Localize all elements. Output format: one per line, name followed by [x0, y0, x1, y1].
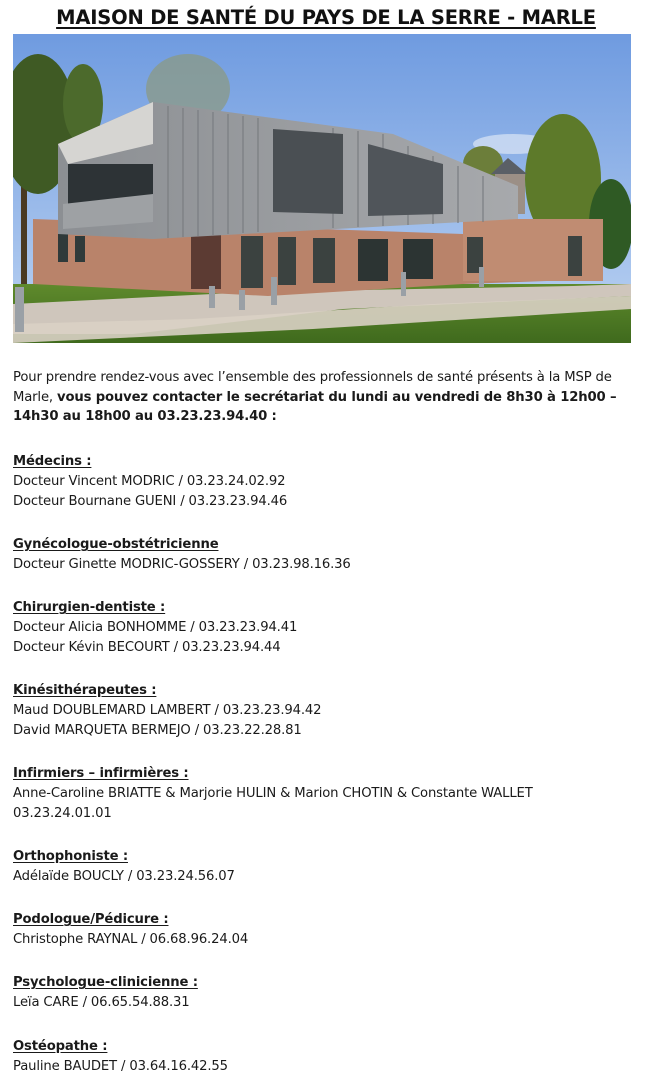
- section-heading: Ostéopathe :: [13, 1039, 108, 1054]
- contact-line: David MARQUETA BERMEJO / 03.23.22.28.81: [13, 722, 302, 738]
- contact-line: Docteur Ginette MODRIC-GOSSERY / 03.23.98.16.36: [13, 556, 351, 572]
- section-gynecologue: [13, 535, 643, 575]
- contact-line: Christophe RAYNAL / 06.68.96.24.04: [13, 931, 249, 947]
- page-title: MAISON DE SANTÉ DU PAYS DE LA SERRE - MARLE: [56, 6, 596, 29]
- section-chirurgien-dentiste: [13, 598, 643, 657]
- contact-line: Adélaïde BOUCLY / 03.23.24.56.07: [13, 868, 235, 884]
- contact-line: Docteur Vincent MODRIC / 03.23.24.02.92: [13, 473, 286, 489]
- section-infirmiers: [13, 764, 643, 823]
- section-osteopathe: [13, 1037, 643, 1077]
- section-kinesitherapeutes: [13, 681, 643, 740]
- building-photo: [13, 34, 631, 343]
- contact-line: Docteur Alicia BONHOMME / 03.23.23.94.41: [13, 619, 298, 635]
- section-podologue: [13, 910, 643, 950]
- section-heading: Kinésithérapeutes :: [13, 683, 157, 698]
- section-heading: Gynécologue-obstétricienne: [13, 537, 219, 552]
- section-heading: Orthophoniste :: [13, 849, 128, 864]
- intro-contact-text: vous pouvez contacter le secrétariat du lundi au vendredi de 8h30 à 12h00 – 14h30 au 18h00 au 03.23.23.94.40 :: [13, 389, 617, 424]
- contact-line: Pauline BAUDET / 03.64.16.42.55: [13, 1058, 228, 1074]
- section-psychologue: [13, 973, 643, 1013]
- section-heading: Médecins :: [13, 454, 92, 469]
- contact-line: Maud DOUBLEMARD LAMBERT / 03.23.23.94.42: [13, 702, 322, 718]
- section-heading: Podologue/Pédicure :: [13, 912, 169, 927]
- contact-line: Docteur Bournane GUENI / 03.23.23.94.46: [13, 493, 288, 509]
- contact-line: Leïa CARE / 06.65.54.88.31: [13, 994, 190, 1010]
- contact-line: Anne-Caroline BRIATTE & Marjorie HULIN & Marion CHOTIN & Constante WALLET: [13, 785, 533, 801]
- section-heading: Chirurgien-dentiste :: [13, 600, 166, 615]
- contact-line: 03.23.24.01.01: [13, 805, 112, 821]
- intro-text: Pour prendre rendez-vous avec l’ensemble des professionnels de santé présents à la MSP de Marle,: [13, 370, 612, 405]
- contact-line: Docteur Kévin BECOURT / 03.23.23.94.44: [13, 639, 281, 655]
- section-medecins: [13, 452, 643, 511]
- section-heading: Psychologue-clinicienne :: [13, 975, 198, 990]
- section-heading: Infirmiers – infirmières :: [13, 766, 189, 781]
- section-orthophoniste: [13, 847, 643, 887]
- intro-paragraph: [13, 368, 635, 427]
